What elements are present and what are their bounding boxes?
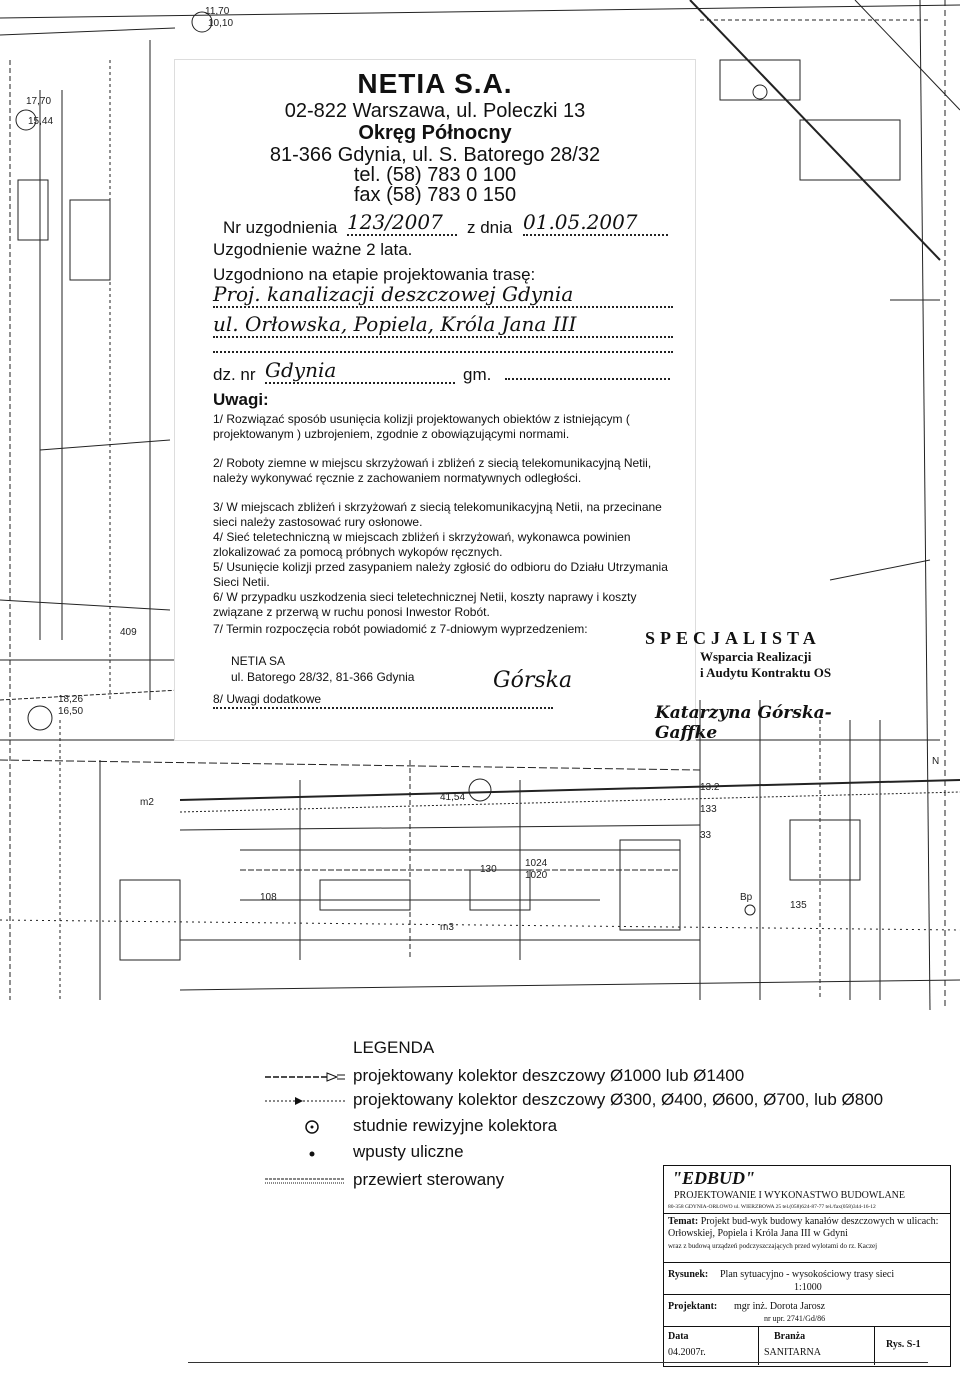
temat-extra: wraz z budową urządzeń podczyszczających przed wylotami do rz. Kaczej <box>668 1242 878 1250</box>
specialist-name: Katarzyna Górska-Gaffke <box>655 703 832 743</box>
scope-line-1: Proj. kanalizacji deszczowej Gdynia <box>213 282 673 308</box>
agreement-date-label: z dnia <box>467 218 513 237</box>
legend-label: projektowany kolektor deszczowy Ø1000 lub Ø1400 <box>353 1066 745 1085</box>
temat-text <box>668 1216 946 1240</box>
scope-line-2: ul. Orłowska, Popiela, Króla Jana III <box>213 312 673 338</box>
map-label: m3 <box>440 922 454 933</box>
divider <box>758 1327 759 1365</box>
notice-address: ul. Batorego 28/32, 81-366 Gdynia <box>231 670 415 684</box>
notice-addressee: NETIA SA <box>231 654 286 668</box>
legend-label: wpusty uliczne <box>353 1142 464 1161</box>
map-label: 108 <box>260 892 277 903</box>
note-2: 2/ Roboty ziemne w miejscu skrzyżowań i zbliżeń z siecią telekomunikacyjną Netii, należy wykonywać ręcznie z zachowaniem normatywnych odległości. <box>213 456 652 485</box>
specialist-line-1: Wsparcia Realizacji <box>700 649 812 664</box>
netia-agreement-stamp <box>175 60 695 740</box>
map-label: 15,44 <box>28 116 54 127</box>
note-5: 5/ Usunięcie kolizji przed zasypaniem należy zgłosić do odbioru do Działu Utrzymania Sieci Netii. <box>213 560 668 589</box>
map-label: 1020 <box>525 870 548 881</box>
manhole-circle-icon <box>265 1120 345 1134</box>
region-name: Okręg Północny <box>358 122 512 144</box>
branza-label: Branża <box>774 1331 806 1342</box>
handwritten-signature: Górska <box>493 668 573 693</box>
map-label: 17,70 <box>26 96 52 107</box>
empty-dotted-line <box>213 345 673 353</box>
region-address: 81-366 Gdynia, ul. S. Batorego 28/32 <box>269 144 601 166</box>
dz-label: dz. nr <box>213 365 256 384</box>
bottom-rule <box>188 1362 928 1363</box>
specialist-title: SPECJALISTA <box>645 628 821 648</box>
map-label: 41,54 <box>440 792 466 803</box>
gm-label: gm. <box>463 365 492 384</box>
projektant-label: Projektant: <box>668 1301 718 1312</box>
projektant-value: mgr inż. Dorota Jarosz <box>734 1301 826 1312</box>
fax-number: fax (58) 783 0 150 <box>353 184 517 206</box>
gm-dotted-line <box>505 372 670 380</box>
legend-label: studnie rewizyjne kolektora <box>353 1116 558 1135</box>
main-collector-line-icon <box>265 1070 345 1084</box>
legend-label: przewiert sterowany <box>353 1170 505 1189</box>
note-3: 3/ W miejscach zbliżeń i skrzyżowań z siecią telekomunikacyjną Netii, na przecinane sieci należy zastosować rury osłonowe. <box>213 500 662 529</box>
firm-address: 80-358 GDYNIA-ORŁOWO ul. WIERZBOWA 25 tel.(058)624-87-77 tel./fax(058)344-16-12 <box>668 1204 876 1210</box>
projektant-license: nr upr. 2741/Gd/86 <box>764 1314 826 1323</box>
branza-value: SANITARNA <box>764 1347 821 1358</box>
data-row <box>664 1326 950 1365</box>
notes-heading: Uwagi: <box>213 390 269 409</box>
map-label: N <box>932 756 940 767</box>
map-label: 135 <box>790 900 807 911</box>
legend-title: LEGENDA <box>353 1038 435 1057</box>
temat-label: Temat: <box>668 1216 699 1227</box>
note-1: 1/ Rozwiązać sposób usunięcia kolizji projektowanych obiektów z istniejącym ( projektowanym ) uzbrojeniem, zgodnie z obowiązującymi normami. <box>213 412 630 441</box>
title-block <box>663 1165 951 1367</box>
divider <box>874 1327 875 1365</box>
note-7: 7/ Termin rozpoczęcia robót powiadomić z 7-dniowym wyprzedzeniem: <box>213 622 588 636</box>
rysunek-row <box>664 1262 950 1295</box>
agreement-nr-value: 123/2007 <box>347 210 457 236</box>
map-label: 10,10 <box>208 18 234 29</box>
temat-row <box>664 1213 950 1256</box>
map-label: 18,26 <box>58 694 84 705</box>
note-4: 4/ Sieć teletechniczną w miejscach zbliżeń i skrzyżowań, wykonawca powinien zlokalizować za pomocą próbnych wykopów ręcznych. <box>213 530 631 559</box>
map-label: 409 <box>120 627 137 638</box>
map-label: 130 <box>480 864 497 875</box>
map-label: Bp <box>740 892 753 903</box>
data-value: 04.2007r. <box>668 1347 706 1358</box>
note-6: 6/ W przypadku uszkodzenia sieci teletechnicznej Netii, koszty naprawy i koszty związane z przerwą w ruchu ponosi Inwestor Robót. <box>213 590 637 619</box>
temat-value: Projekt bud-wyk budowy kanałów deszczowych w ulicach: Orłowskiej, Popiela i Króla Jana III w Gdyni <box>668 1216 939 1239</box>
specialist-stamp <box>645 628 845 743</box>
secondary-collector-line-icon <box>265 1094 345 1108</box>
map-label: 33 <box>700 830 712 841</box>
company-name: NETIA S.A. <box>357 68 513 99</box>
map-label: 133 <box>700 804 717 815</box>
phone-number: tel. (58) 783 0 100 <box>353 164 517 186</box>
specialist-line-2: i Audytu Kontraktu OS <box>700 665 832 680</box>
agreement-date-value: 01.05.2007 <box>523 210 668 236</box>
projektant-row <box>664 1294 950 1327</box>
directional-drilling-line-icon <box>265 1174 345 1188</box>
agreement-nr-label: Nr uzgodnienia <box>223 218 338 237</box>
map-label: 11,70 <box>205 6 230 17</box>
map-label: 16,50 <box>58 706 84 717</box>
drawing-scale: 1:1000 <box>794 1282 822 1293</box>
drawing-number: Rys. S-1 <box>886 1339 921 1350</box>
street-inlet-dot-icon <box>265 1146 345 1160</box>
legend-label: projektowany kolektor deszczowy Ø300, Ø400, Ø600, Ø700, lub Ø800 <box>353 1090 884 1109</box>
company-address: 02-822 Warszawa, ul. Poleczki 13 <box>284 100 586 122</box>
scope-label: Uzgodniono na etapie projektowania trasę: <box>213 265 536 284</box>
firm-description: PROJEKTOWANIE I WYKONASTWO BUDOWLANE <box>674 1190 905 1201</box>
dz-value: Gdynia <box>265 358 455 384</box>
map-label: 13.2 <box>700 782 720 793</box>
validity-note: Uzgodnienie ważne 2 lata. <box>213 240 413 259</box>
map-label: m2 <box>140 797 154 808</box>
firm-name: "EDBUD" <box>672 1168 755 1188</box>
rysunek-label: Rysunek: <box>668 1269 709 1280</box>
data-label: Data <box>668 1331 689 1342</box>
note-8: 8/ Uwagi dodatkowe <box>213 692 553 709</box>
map-label: 1024 <box>525 858 548 869</box>
rysunek-value: Plan sytuacyjno - wysokościowy trasy sieci <box>720 1269 895 1280</box>
